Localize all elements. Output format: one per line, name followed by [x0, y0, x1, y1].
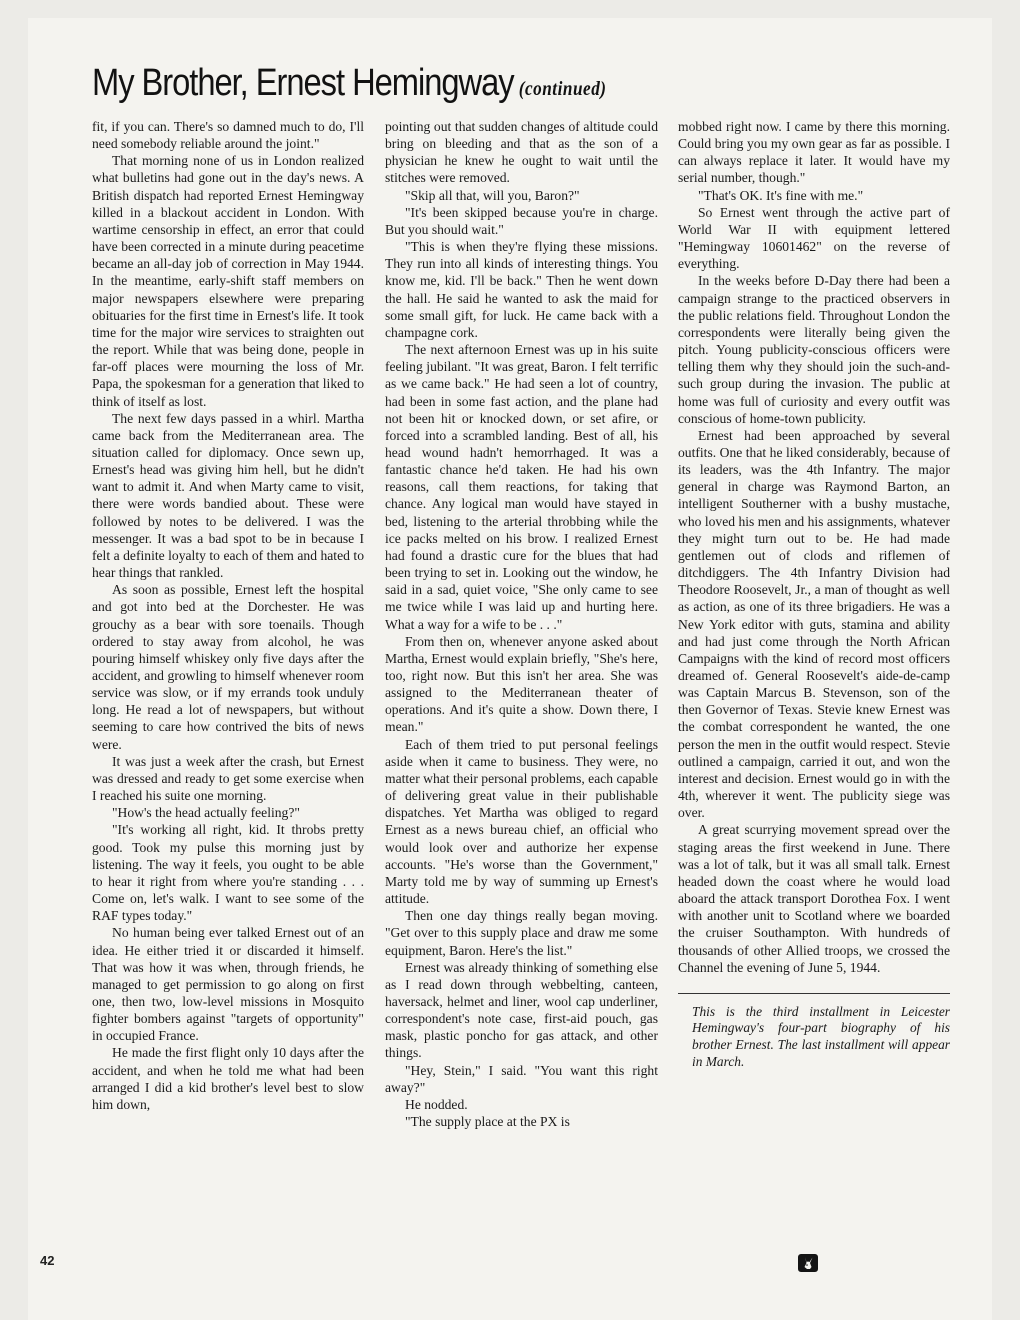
paragraph: pointing out that sudden changes of altitude could bring on bleeding and that as the son of a physician he knew he ought to wait until the stitches were removed.: [385, 119, 658, 186]
paragraph: "That's OK. It's fine with me.": [698, 187, 864, 203]
paragraph: Ernest was already thinking of something else as I read down through webbelting, canteen, haversack, helmet and liner, wool cap underliner, correspondent's note case, first-aid pouch, gas mask, plastic poncho for gas attack, and other things.: [385, 959, 658, 1061]
continued-label: (continued): [518, 78, 607, 100]
page-number: 42: [40, 1253, 55, 1268]
paragraph: A great scurrying movement spread over the staging areas the first weekend in June. There was a lot of talk, but it was all small talk. Ernest headed down the coast where he would load aboard the attack transport Dorothea Fox. I went with another unit to Scotland where we boarded the cruiser Southampton. With hundreds of thousands of other Allied troops, we crossed the Channel the evening of June 5, 1944.: [678, 822, 950, 975]
paragraph: Each of them tried to put personal feelings aside when it came to business. They were, no matter what their personal problems, each capable of delivering great value in their publishable dispatches. Yet Martha was obliged to regard Ernest as a news bureau chief, an official who would look over and authorize her expense accounts. "He's worse than the Government," Marty told me by way of summing up Ernest's attitude.: [385, 736, 658, 907]
paragraph: "Hey, Stein," I said. "You want this right away?": [385, 1062, 658, 1095]
paragraph: "This is when they're flying these missions. They run into all kinds of interesting things. You know me, kid. I'll be back." Then he went down the hall. He said he wanted to ask the maid for some small gift, for luck. He came back with a champagne cork.: [385, 239, 658, 340]
note-divider: [678, 993, 950, 994]
paragraph: He nodded.: [405, 1096, 468, 1112]
paragraph: mobbed right now. I came by there this morning. Could bring you my own gear as far as possible. I can always replace it later. It would have my serial number, though.": [678, 119, 950, 186]
paragraph: In the weeks before D-Day there had been a campaign strange to the practiced observers in the public relations field. Throughout London the correspondents were literally being given the pitch. Young publicity-conscious officers were telling them why they should join the such-and-such group during the invasion. The public at home was full of curiosity and every outfit was conscious of home-town publicity.: [678, 273, 950, 426]
rabbit-head-icon-glyph: [798, 1254, 818, 1272]
paragraph: As soon as possible, Ernest left the hospital and got into bed at the Dorchester. He was grouchy as a bear with sore toenails. Though ordered to stay away from alcohol, he was pouring himself whiskey only five days after the accident, and growling to himself whenever room service was slow, or if my errands took unduly long. He read a lot of newspapers, but without seeming to care how contrived the bits of news were.: [92, 582, 364, 752]
text-column-2: [385, 118, 658, 1130]
article-title-text: My Brother, Ernest Hemingway: [92, 62, 514, 104]
paragraph: The next afternoon Ernest was up in his suite feeling jubilant. "It was great, Baron. I felt terrific as we came back." He had seen a lot of country, had been in some fast action, and the plane had not been hit or knocked down, or set afire, or forced into a scrambled landing. Best of all, his head wound hadn't hemorrhaged. It was a fantastic chance he'd taken. He had his own reasons, call them reactions, for taking that chance. Any logical man would have stayed in bed, listening to the arterial throbbing while the ice packs melted on his brow. I realized Ernest had found a drastic cure for the blues that had been trying to set in. Looking out the window, he said in a sad, quiet voice, "She only came to see me twice while I was laid up and hurting here. What a way for a wife to be . . .": [385, 342, 658, 632]
paragraph: "Skip all that, will you, Baron?": [405, 187, 580, 203]
paragraph: The next few days passed in a whirl. Martha came back from the Mediterranean area. The situation called for diplomacy. Once sewn up, Ernest's head was giving him hell, but he didn't want to admit it. And when Marty came to visit, there were words bandied about. These were followed by notes to be delivered. I was the messenger. It was a bad spot to be in because I felt a definite loyalty to each of them and hated to hear things that rankled.: [92, 410, 364, 581]
paragraph: It was just a week after the crash, but Ernest was dressed and ready to get some exercise when I reached his suite one morning.: [92, 753, 364, 804]
paragraph: He made the first flight only 10 days after the accident, and when he told me what had been arranged I did a kid brother's level best to slow him down,: [92, 1045, 364, 1112]
rabbit-head-icon: [798, 1254, 818, 1272]
paragraph: From then on, whenever anyone asked about Martha, Ernest would explain briefly, "She's here, too, right now. But this isn't her area. She was assigned to the Mediterranean theater of operations. And it's quite a show. Down there, I mean.": [385, 633, 658, 735]
paragraph: "The supply place at the PX is: [405, 1114, 570, 1130]
article-title: [92, 62, 607, 105]
paragraph: Ernest had been approached by several outfits. One that he liked considerably, because of its leaders, was the 4th Infantry. The major general in charge was Raymond Barton, an intelligent Southerner with a bushy mustache, who loved his men and his assignments, whatever they might turn out to be. He had made gentlemen out of clods and riflemen of ditchdiggers. The 4th Infantry Division had Theodore Roosevelt, Jr., a man of thought as well as action, as one of its three brigadiers. He was a New York editor with guts, stamina and ability and had just come through the North African Campaigns with the kind of record most officers dreamed of. General Roosevelt's aide-de-camp was Captain Marcus B. Stevenson, son of the then Governor of Texas. Stevie knew Ernest was the combat correspondent he wanted, the one person the men in the outfit would respect. Stevie outlined a campaign, carried it out, and won the interest and decision. Ernest would go in with the 4th, wherever it went. The publicity siege was over.: [678, 427, 950, 821]
paragraph: So Ernest went through the active part of World War II with equipment lettered "Hemingway 10601462" on the reverse of everything.: [678, 204, 950, 272]
text-column-1: [92, 118, 364, 1113]
paragraph: Then one day things really began moving. "Get over to this supply place and draw me some equipment, Baron. Here's the list.": [385, 908, 658, 958]
paragraph: fit, if you can. There's so damned much to do, I'll need somebody reliable around the joint.": [92, 119, 364, 152]
paragraph: "How's the head actually feeling?": [112, 805, 300, 821]
paragraph: "It's working all right, kid. It throbs pretty good. Took my pulse this morning just by listening. The way it feels, you ought to be able to hear it right from where you're standing . . . Come on, let's walk. I want to see some of the RAF types today.": [92, 822, 364, 924]
paragraph: No human being ever talked Ernest out of an idea. He either tried it or discarded it himself. That was how it was when, through friends, he managed to get permission to go along on first one, then two, low-level missions in Mosquito fighter bombers against "targets of opportunity" in occupied France.: [92, 925, 364, 1044]
paragraph: "It's been skipped because you're in charge. But you should wait.": [385, 204, 658, 237]
text-column-3: [678, 118, 950, 1070]
installment-note: This is the third installment in Leicester Hemingway's four-part biography of his brother Ernest. The last installment will appear in March.: [692, 1003, 950, 1069]
paragraph: That morning none of us in London realized what bulletins had gone out in the day's news. A British dispatch had reported Ernest Hemingway killed in a blackout accident in London. With wartime censorship in effect, an error that could have been corrected in a minute during peacetime became an all-day job of correction in May 1944. In the meantime, early-shift staff members on major newspapers elsewhere were preparing obituaries for the first time in Ernest's life. It took time for the major wire services to straighten out the report. While that was being done, people in far-off places were mourning the loss of Mr. Papa, the spokesman for a generation that liked to think of itself as lost.: [92, 153, 364, 409]
